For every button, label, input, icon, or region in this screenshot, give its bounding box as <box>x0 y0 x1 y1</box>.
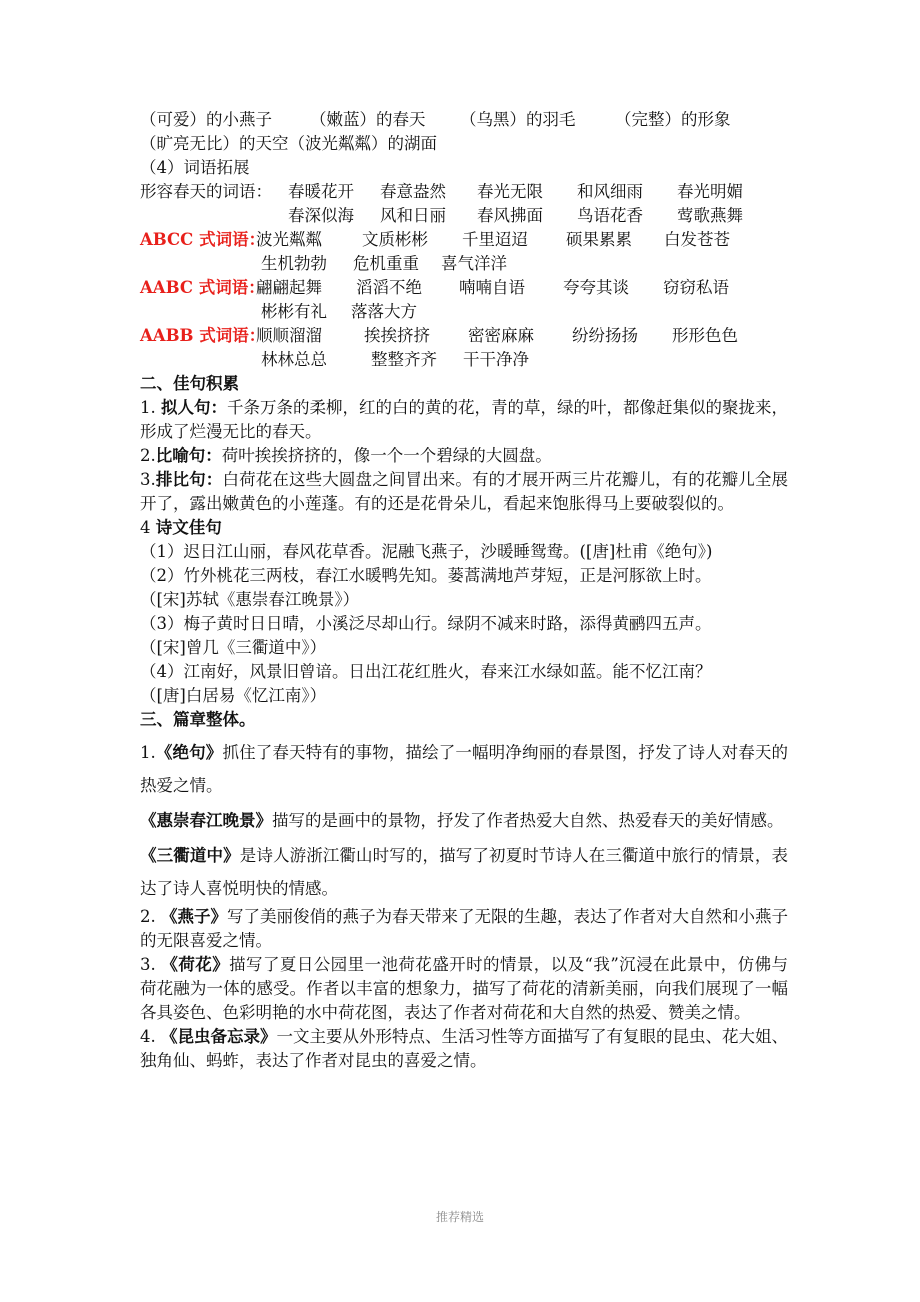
word: 波光粼粼 <box>256 230 322 249</box>
sentence-number: 1. <box>140 398 156 417</box>
section-2-heading: 二、佳句积累 <box>140 374 239 393</box>
sentence-text: 荷叶挨挨挤挤的，像一个一个碧绿的大圆盘。 <box>221 446 552 465</box>
analysis-2 <box>140 804 788 837</box>
analysis-insects <box>140 1025 788 1073</box>
phrase: （完整）的形象 <box>615 110 731 129</box>
word: 挨挨挤挤 <box>364 326 430 345</box>
poems-heading-number: 4 <box>140 518 156 537</box>
work-title: 《昆虫备忘录》 <box>161 1027 277 1046</box>
sentence-type: 比喻句： <box>155 446 222 465</box>
sentence-2 <box>140 444 788 468</box>
poem-4-source: （[唐]白居易《忆江南》） <box>140 686 327 705</box>
sentence-type: 拟人句： <box>161 398 227 417</box>
word: 生机勃勃 <box>261 254 327 273</box>
word: 千里迢迢 <box>462 230 528 249</box>
word: 彬彬有礼 <box>261 302 327 321</box>
phrase-row-2: （旷亮无比）的天空（波光粼粼）的湖面 <box>140 134 437 153</box>
word: 鸟语花香 <box>577 206 643 225</box>
aabc-row-2 <box>140 300 788 324</box>
work-title: 《惠崇春江晚景》 <box>140 811 272 830</box>
word: 春光明媚 <box>677 182 743 201</box>
sentence-number: 2. <box>140 446 156 465</box>
poems-heading <box>140 516 788 540</box>
word: 窃窃私语 <box>663 278 729 297</box>
sentence-3 <box>140 468 788 516</box>
analysis-text: 描写的是画中的景物，抒发了作者热爱大自然、热爱春天的美好情感。 <box>272 811 784 830</box>
item-number: 4. <box>140 1027 156 1046</box>
word: 整整齐齐 <box>371 350 437 369</box>
section-3-heading: 三、篇章整体。 <box>140 710 256 729</box>
item-number: 3. <box>140 955 156 974</box>
phrase: （嫩蓝）的春天 <box>310 110 426 129</box>
aabb-row-2 <box>140 348 788 372</box>
sentence-1 <box>140 396 788 444</box>
aabc-label: AABC 式词语： <box>140 278 265 297</box>
analysis-text: 写了美丽俊俏的燕子为春天带来了无限的生趣，表达了作者对大自然和小燕子的无限喜爱之情。 <box>140 907 788 950</box>
aabb-label: AABB 式词语： <box>140 326 266 345</box>
sentence-type: 排比句： <box>155 470 223 489</box>
analysis-swallow <box>140 905 788 953</box>
sentence-text: 白荷花在这些大圆盘之间冒出来。有的才展开两三片花瓣儿，有的花瓣儿全展开了，露出嫩黄色的小莲蓬。有的还是花骨朵儿，看起来饱胀得马上要破裂似的。 <box>140 470 789 513</box>
poem-3-source: （[宋]曾几《三衢道中》） <box>140 638 327 657</box>
aabb-row-1 <box>140 324 788 348</box>
word: 白发苍苍 <box>664 230 730 249</box>
word: 莺歌燕舞 <box>677 206 743 225</box>
analysis-1 <box>140 736 788 802</box>
poem-3: （3）梅子黄时日日晴，小溪泛尽却山行。绿阴不减来时路，添得黄鹂四五声。 <box>140 614 712 633</box>
word: 干干净净 <box>463 350 529 369</box>
word: 春暖花开 <box>288 182 354 201</box>
abcc-row-1 <box>140 228 788 252</box>
word: 喃喃自语 <box>459 278 525 297</box>
word: 春风拂面 <box>477 206 543 225</box>
phrase-row-1 <box>140 108 788 132</box>
word: 风和日丽 <box>380 206 446 225</box>
sentence-number: 3. <box>140 470 156 489</box>
poem-4: （4）江南好，风景旧曾谙。日出江花红胜火，春来江水绿如蓝。能不忆江南？ <box>140 662 712 681</box>
word: 春光无限 <box>477 182 543 201</box>
word: 滔滔不绝 <box>356 278 422 297</box>
work-title: 《燕子》 <box>161 907 227 926</box>
analysis-text: 描写了夏日公园里一池荷花盛开时的情景，以及“我”沉浸在此景中，仿佛与荷花融为一体的感受。作者以丰富的想象力，描写了荷花的清新美丽，向我们展现了一幅各具姿色、色彩明艳的水中荷花图，表达了作者对荷花和大自然的热爱、赞美之情。 <box>140 955 788 1022</box>
word: 和风细雨 <box>577 182 643 201</box>
word: 落落大方 <box>351 302 417 321</box>
word: 文质彬彬 <box>362 230 428 249</box>
poem-2-source: （[宋]苏轼《惠崇春江晚景》） <box>140 590 360 609</box>
word: 硕果累累 <box>566 230 632 249</box>
analysis-text: 抓住了春天特有的事物，描绘了一幅明净绚丽的春景图，抒发了诗人对春天的热爱之情。 <box>140 743 789 795</box>
word: 密密麻麻 <box>468 326 534 345</box>
word: 顺顺溜溜 <box>256 326 322 345</box>
item-number: 1. <box>140 743 156 762</box>
word: 危机重重 <box>353 254 419 273</box>
poem-1: （1）迟日江山丽，春风花草香。泥融飞燕子，沙暖睡鸳鸯。([唐]杜甫《绝句》) <box>140 542 713 561</box>
word: 夸夸其谈 <box>563 278 629 297</box>
aabc-row-1 <box>140 276 788 300</box>
page-footer: 推荐精选 <box>435 1210 484 1224</box>
document-body <box>140 108 788 1073</box>
sentence-text: 千条万条的柔柳，红的白的黄的花，青的草，绿的叶，都像赶集似的聚拢来，形成了烂漫无比的春天。 <box>140 398 788 441</box>
work-title: 《三衢道中》 <box>140 846 240 865</box>
word: 春深似海 <box>288 206 354 225</box>
word: 春意盎然 <box>380 182 446 201</box>
phrase: （乌黑）的羽毛 <box>460 110 576 129</box>
word: 喜气洋洋 <box>441 254 507 273</box>
spring-words-label: 形容春天的词语： <box>140 182 272 201</box>
abcc-row-2 <box>140 252 788 276</box>
expansion-heading: （4）词语拓展 <box>140 158 250 177</box>
poems-heading-label: 诗文佳句 <box>155 518 222 537</box>
word: 林林总总 <box>261 350 327 369</box>
word: 形形色色 <box>672 326 738 345</box>
spring-words-row-1 <box>140 180 788 204</box>
analysis-3 <box>140 839 788 905</box>
word: 纷纷扬扬 <box>572 326 638 345</box>
item-number: 2. <box>140 907 156 926</box>
poem-2: （2）竹外桃花三两枝，春江水暖鸭先知。蒌蒿满地芦芽短，正是河豚欲上时。 <box>140 566 712 585</box>
work-title: 《绝句》 <box>155 743 223 762</box>
analysis-lotus <box>140 953 788 1025</box>
analysis-text: 一文主要从外形特点、生活习性等方面描写了有复眼的昆虫、花大姐、独角仙、蚂蚱，表达了作者对昆虫的喜爱之情。 <box>140 1027 788 1070</box>
spring-words-row-2 <box>140 204 788 228</box>
analysis-text: 是诗人游浙江衢山时写的，描写了初夏时节诗人在三衢道中旅行的情景，表达了诗人喜悦明快的情感。 <box>140 846 789 898</box>
abcc-label: ABCC 式词语： <box>140 230 266 249</box>
work-title: 《荷花》 <box>161 955 230 974</box>
word: 翩翩起舞 <box>256 278 322 297</box>
phrase: （可爱）的小燕子 <box>140 110 272 129</box>
